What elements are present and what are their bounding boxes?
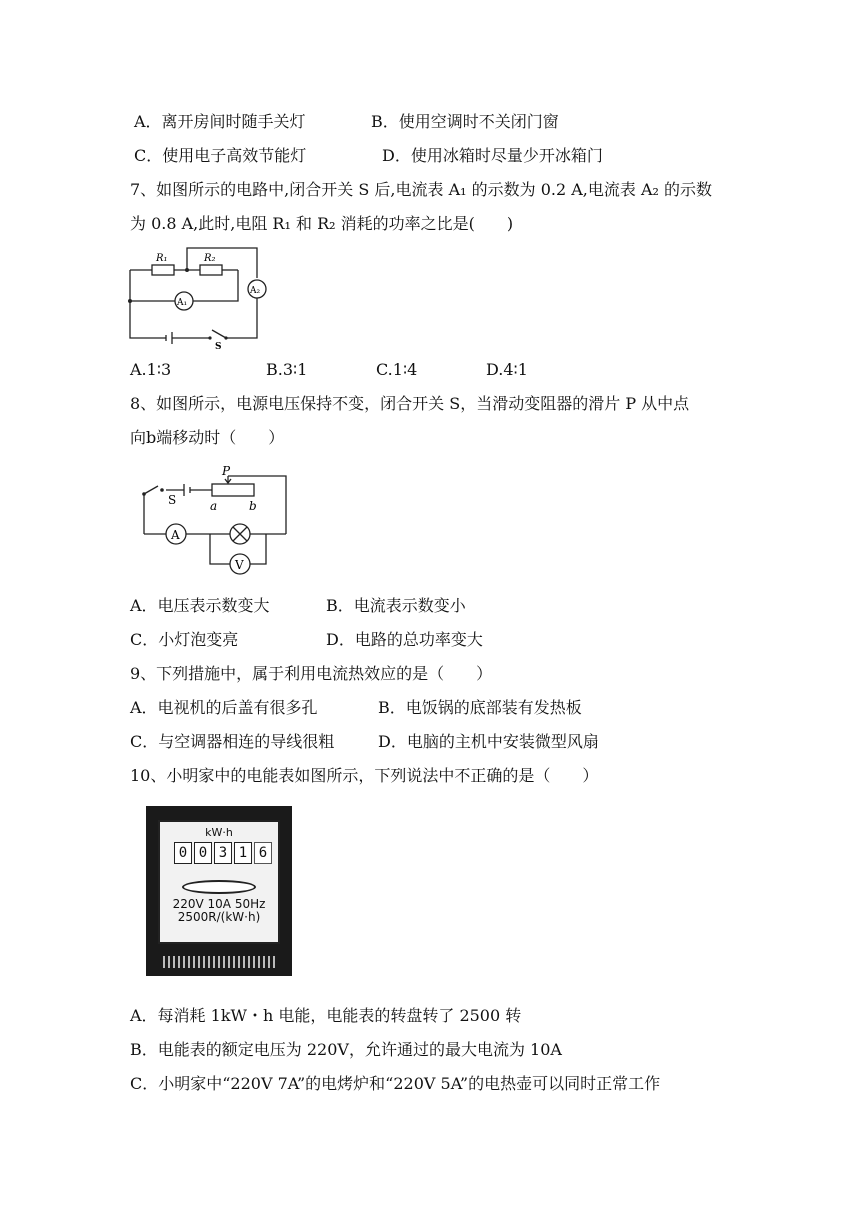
q7-option-a: A.1∶3 xyxy=(130,360,172,379)
q9-stem: 9、下列措施中，属于利用电流热效应的是（ ） xyxy=(130,664,493,683)
q6-option-d: D．使用冰箱时尽量少开冰箱门 xyxy=(382,146,603,165)
q8-label-voltmeter: V xyxy=(235,558,244,572)
q8-stem-line1: 8、如图所示，电源电压保持不变，闭合开关 S，当滑动变阻器的滑片 P 从中点 xyxy=(130,394,690,413)
q7-option-d: D.4∶1 xyxy=(486,360,528,379)
q7-label-a2: A₂ xyxy=(250,286,261,296)
q10-option-a: A．每消耗 1kW・h 电能，电能表的转盘转了 2500 转 xyxy=(130,1006,522,1025)
q8-option-c: C．小灯泡变亮 xyxy=(130,630,239,649)
meter-digit: 0 xyxy=(194,842,212,864)
meter-base-texture xyxy=(160,956,278,968)
meter-disc-icon xyxy=(182,880,256,894)
meter-digit: 1 xyxy=(234,842,252,864)
q8-stem-line2: 向b端移动时（ ） xyxy=(130,428,285,447)
q9-option-a: A．电视机的后盖有很多孔 xyxy=(130,698,318,717)
meter-spec-line2: 2500R/(kW·h) xyxy=(177,910,261,924)
meter-digit: 6 xyxy=(254,842,272,864)
meter-digit: 3 xyxy=(214,842,232,864)
q8-option-d: D．电路的总功率变大 xyxy=(326,630,483,649)
q8-label-ammeter: A xyxy=(171,528,180,542)
q8-label-end-b: b xyxy=(249,499,257,513)
meter-unit: kW·h xyxy=(205,826,233,839)
q7-stem-line1: 7、如图所示的电路中,闭合开关 S 后,电流表 A₁ 的示数为 0.2 A,电流表 A₂ 的示数 xyxy=(130,180,713,199)
q7-circuit-diagram xyxy=(120,246,280,350)
q9-option-c: C．与空调器相连的导线很粗 xyxy=(130,732,335,751)
q8-circuit-diagram xyxy=(136,464,296,580)
q9-option-b: B．电饭锅的底部装有发热板 xyxy=(378,698,582,717)
meter-spec-line1: 220V 10A 50Hz xyxy=(172,897,266,911)
meter-face xyxy=(158,820,280,944)
q7-label-r1: R₁ xyxy=(156,253,168,264)
q10-stem: 10、小明家中的电能表如图所示，下列说法中不正确的是（ ） xyxy=(130,766,599,785)
meter-digit: 0 xyxy=(174,842,192,864)
q6-option-a: A．离开房间时随手关灯 xyxy=(134,112,306,131)
q7-label-switch: S xyxy=(215,342,222,350)
q6-option-c: C．使用电子高效节能灯 xyxy=(134,146,307,165)
meter-digits xyxy=(174,842,274,864)
q10-option-b: B．电能表的额定电压为 220V，允许通过的最大电流为 10A xyxy=(130,1040,562,1059)
electricity-meter-image xyxy=(146,806,292,976)
q7-label-a1: A₁ xyxy=(177,298,188,308)
q8-option-b: B．电流表示数变小 xyxy=(326,596,466,615)
q8-label-switch: S xyxy=(168,493,177,507)
q7-option-c: C.1∶4 xyxy=(376,360,418,379)
q10-option-c: C．小明家中“220V 7A”的电烤炉和“220V 5A”的电热壶可以同时正常工作 xyxy=(130,1074,661,1093)
q7-option-b: B.3∶1 xyxy=(266,360,308,379)
q8-label-slider: P xyxy=(222,464,231,478)
q8-option-a: A．电压表示数变大 xyxy=(130,596,270,615)
q7-stem-line2: 为 0.8 A,此时,电阻 R₁ 和 R₂ 消耗的功率之比是( ) xyxy=(130,214,514,233)
q6-option-b: B．使用空调时不关闭门窗 xyxy=(371,112,559,131)
q9-option-d: D．电脑的主机中安装微型风扇 xyxy=(378,732,599,751)
q7-label-r2: R₂ xyxy=(204,253,216,264)
q8-label-end-a: a xyxy=(210,499,218,513)
